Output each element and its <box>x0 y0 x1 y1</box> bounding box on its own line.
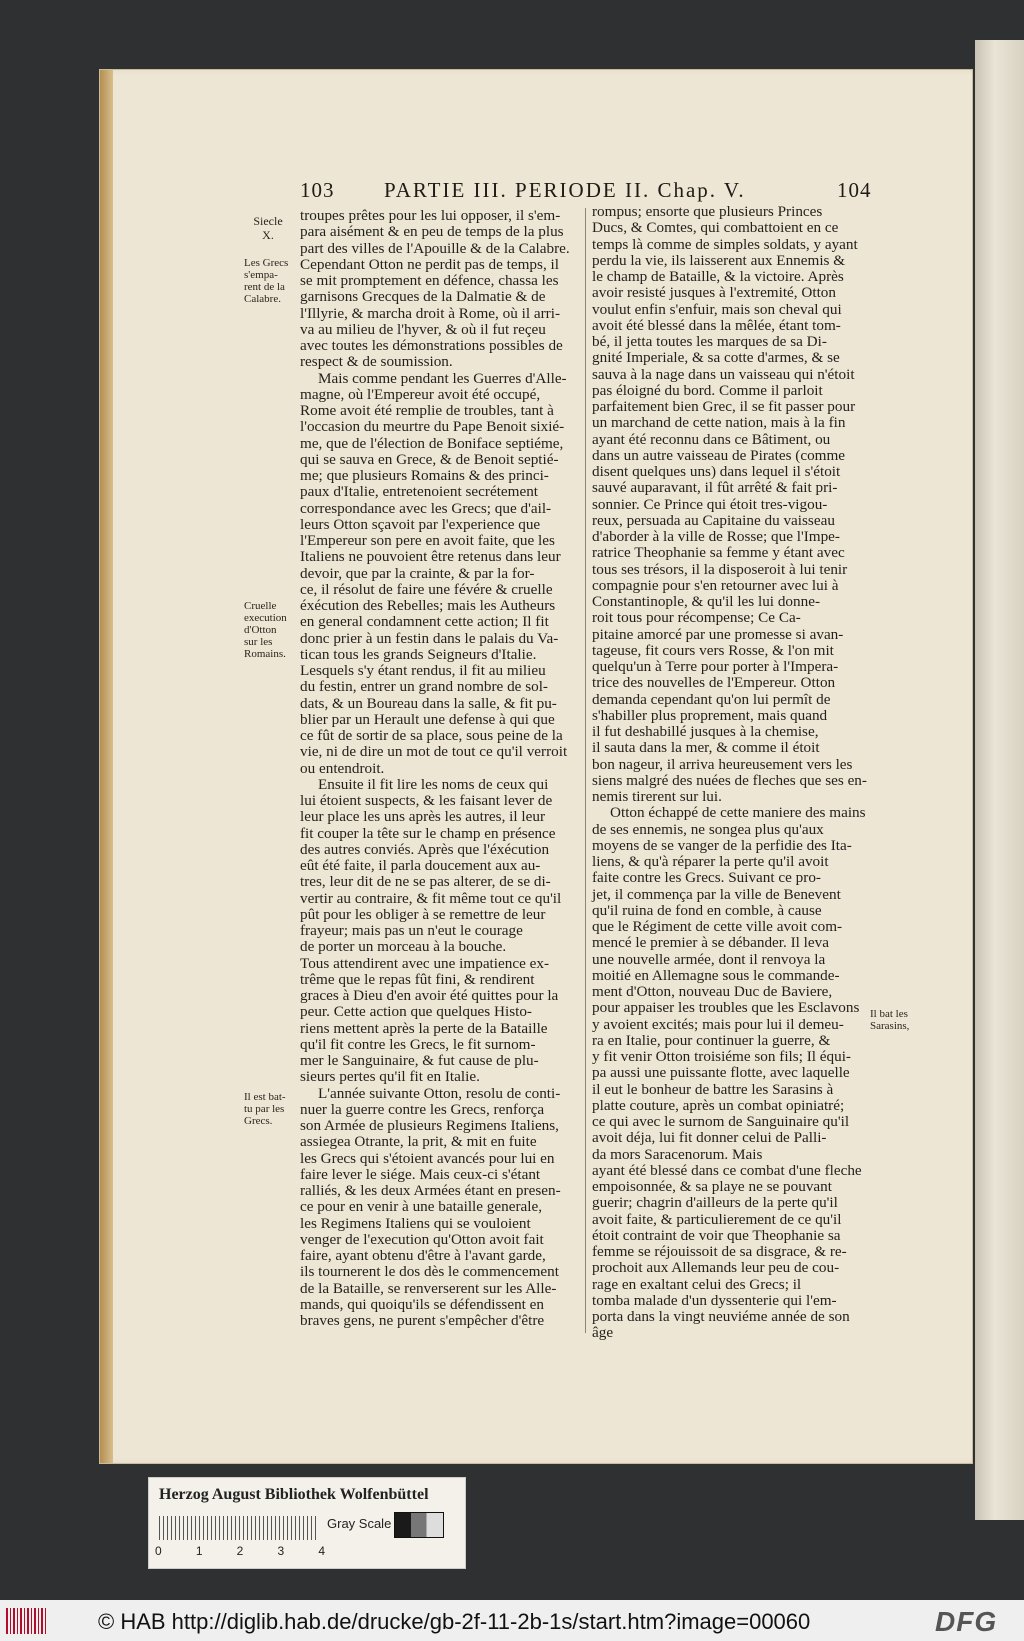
source-url[interactable]: © HAB http://diglib.hab.de/drucke/gb-2f-11-2b-1s/start.htm?image=00060 <box>98 1609 811 1634</box>
folio-number-right: 104 <box>837 178 872 202</box>
text-column-right <box>592 204 872 1342</box>
viewer-footer <box>0 1600 1024 1641</box>
folio-number-left: 103 <box>300 178 335 202</box>
paragraph: troupes prêtes pour les lui opposer, il s'em- para aisément & en peu de temps de la plus part des villes de l'Apouille & de la Calabre. Cependant Otton ne perdit pas de temps, il se mit promptement en défence, chassa les garnisons Grecques de la Dalmatie & de l'Illyrie, & marcha droit à Rome, où il arri- va au milieu de l'hyver, & où il fut reçeu avec toutes les démonstrations possibles de respect & de soumission. <box>300 207 570 371</box>
ruler-number: 4 <box>318 1544 325 1558</box>
margin-note-siecle: Siecle X. <box>253 214 283 242</box>
library-name: Herzog August Bibliothek Wolfenbüttel <box>159 1486 429 1503</box>
margin-note-battu: Il est bat- tu par les Grecs. <box>244 1091 286 1127</box>
paragraph: Ensuite il fit lire les noms de ceux qui lui étoient suspects, & les faisant lever de leur place les uns après les autres, il leur fit couper la tête sur le champ en présence des autres conviés. Après que l'éxécution eût été faite, il parla doucement aux au- tres, leur dit de ne se pas alterer, de se di- vertir au contraire, & fit même tout ce qu'il pût pour les obliger à se remettre de leur frayeur; mais pas un n'eut le courage de porter un morceau à la bouche. Tous attendirent avec une impatience ex- trême que le repas fût fini, & rendirent graces à Dieu d'en avoir été quittes pour la peur. Cette action que quelques Histo- riens mettent après la perte de la Bataille qu'il fit contre les Grecs, le fit surnom- mer le Sanguinaire, & fut cause de plu- sieurs pertes qu'il fit en Italie. <box>300 775 562 1086</box>
ruler-number: 0 <box>155 1544 162 1558</box>
ruler-number: 2 <box>236 1544 244 1558</box>
paragraph: rompus; ensorte que plusieurs Princes Ducs, & Comtes, qui combattoient en ce temps là comme de simples soldats, y ayant perdu la vie, ils laisserent aux Ennemis & le champ de Bataille, & la victoire. Après avoir resisté jusques à l'extremité, Otton voulut enfin s'enfuir, mais son cheval qui avoit été blessé dans la mêlée, étant tom- bé, il jetta toutes les marques de sa Di- gnité Imperiale, & sa cotte d'armes, & se sauva à la nage dans un vaisseau qui n'étoit pas éloigné du bord. Comme il parloit parfaitement bien Grec, il se fit passer pour un marchand de cette nation, mais à la fin ayant été reconnu dans ce Bâtiment, ou dans un autre vaisseau de Pirates (comme disent quelques uns) dans lequel il s'étoit sauvé auparavant, il fût arrêté & fait pri- sonnier. Ce Prince qui étoit tres-vigou- reux, persuada au Capitaine du vaisseau d'aborder à la ville de Rosse; que l'Impe- ratrice Theophanie sa femme y étant avec tous ses trésors, il la disposeroit à lui tenir compagnie pour s'en retourner avec lui à Constantinople, & qu'il les lui donne- roit tous pour récompense; Ce Ca- pitaine amorcé par une promesse si avan- tageuse, fit cours vers Rosse, & l'on mit quelqu'un à Terre pour porter à l'Impera- trice des nouvelles de l'Empereur. Otton demanda cependant qu'on lui permît de s'habiller plus proprement, mais quand il fut deshabillé jusques à la chemise, il sauta dans la mer, & comme il étoit bon nageur, il arriva heureusement vers les siens malgré des nuées de fleches que ses en- nemis tirerent sur lui. <box>592 203 867 805</box>
ruler-scale <box>159 1516 319 1540</box>
ruler-numbers <box>155 1544 325 1558</box>
gray-scale-label: Gray Scale <box>327 1516 392 1531</box>
margin-note-cruelle: Cruelle execution d'Otton sur les Romains. <box>244 600 287 660</box>
paragraph: Mais comme pendant les Guerres d'Alle- magne, où l'Empereur avoit été occupé, Rome avoit été remplie de troubles, tant à l'occasion du meurtre du Pape Benoit sixié- me, que de l'élection de Boniface septiéme, qui se sauva en Grece, & de Benoit septié- me; que plusieurs Romains & des princi- paux d'Italie, entretenoient secrétement correspondance avec les Grecs; que d'ail- leurs Otton sçavoit par l'experience que l'Empereur son pere en avoit faite, que les Italiens ne pouvoient être retenus dans leur devoir, que par la crainte, & par la for- ce, il résolut de faire une févére & cruelle éxécution des Rebelles; mais les Autheurs en general condamnent cette action; Il fit donc prier à un festin dans le palais du Va- tican tous les grands Seigneurs d'Italie. Lesquels s'y étant rendus, il fit au milieu du festin, entrer un grand nombre de sol- dats, & un Boureau dans la salle, & fit pu- blier par un Herault une defense à qui que ce fût de sortir de sa place, sous peine de la vie, ni de dire un mot de tout ce qu'il verroit ou entendroit. <box>300 369 568 777</box>
gray-scale-swatch <box>394 1512 444 1538</box>
ruler-number: 3 <box>277 1544 285 1558</box>
dfg-logo: DFG <box>935 1606 998 1637</box>
next-page-edge <box>975 40 1024 1520</box>
page-gutter-edge <box>100 70 113 1463</box>
running-head: PARTIE III. PERIODE II. Chap. V. <box>384 178 746 202</box>
paragraph: Otton échappé de cette maniere des mains de ses ennemis, ne songea plus qu'aux moyens de se vanger de la perfidie des Ita- liens, & qu'à réparer la perte qu'il avoit faite contre les Grecs. Suivant ce pro- jet, il commença par la ville de Benevent qu'il ruina de fond en comble, à cause que le Régiment de cette ville avoit com- mencé le premier à se débander. Il leva une nouvelle armée, dont il renvoya la moitié en Allemagne sous le commande- ment d'Otton, nouveau Duc de Baviere, pour appaiser les troubles que les Esclavons y avoient excités; mais pour lui il demeu- ra en Italie, pour continuer la guerre, & y fit venir Otton troisiéme son fils; Il équi- pa aussi une puissante flotte, avec laquelle il eut le bonheur de battre les Sarasins à platte couture, après un combat opiniatré; ce qui avec le surnom de Sanguinaire qu'il avoit déja, lui fit donner celui de Palli- da mors Saracenorum. Mais ayant été blessé dans ce combat d'une fleche empoisonnée, & sa playe ne se pouvant guerir; chagrin d'ailleurs de la perte qu'il avoit faite, & particulierement de ce qu'il étoit contraint de voir que Theophanie sa femme se réjouissoit de sa disgrace, & re- prochoit aux Allemands leur peu de cou- rage en exaltant celui des Grecs; il tomba malade d'un dyssenterie qui l'em- porta dans la vingt neuviéme année de son âge <box>592 804 866 1342</box>
text-column-left <box>300 208 580 1329</box>
column-divider <box>585 208 586 1333</box>
ruler-number: 1 <box>195 1544 203 1558</box>
margin-note-grecs: Les Grecs s'empa- rent de la Calabre. <box>244 257 289 305</box>
margin-note-sarasins: Il bat les Sarasins, <box>870 1008 910 1032</box>
hab-barcode-icon <box>6 1608 48 1634</box>
library-color-card <box>148 1477 466 1569</box>
paragraph: L'année suivante Otton, resolu de conti- nuer la guerre contre les Grecs, renforça son Armée de plusieurs Regimens Italiens, assiegea Otrante, la prit, & mit en fuite les Grecs qui s'étoient avancés pour lui en faire lever le siége. Mais ceux-ci s'étant ralliés, & les deux Armées étant en presen- ce pour en venir à une bataille generale, les Regimens Italiens qui se vouloient venger de l'execution qu'Otton avoit fait faire, ayant obtenu d'être à l'avant garde, ils tournerent le dos dès le commencement de la Bataille, se renverserent sur les Alle- mands, qui quoiqu'ils se défendissent en braves gens, ne purent s'empêcher d'être <box>300 1084 561 1329</box>
